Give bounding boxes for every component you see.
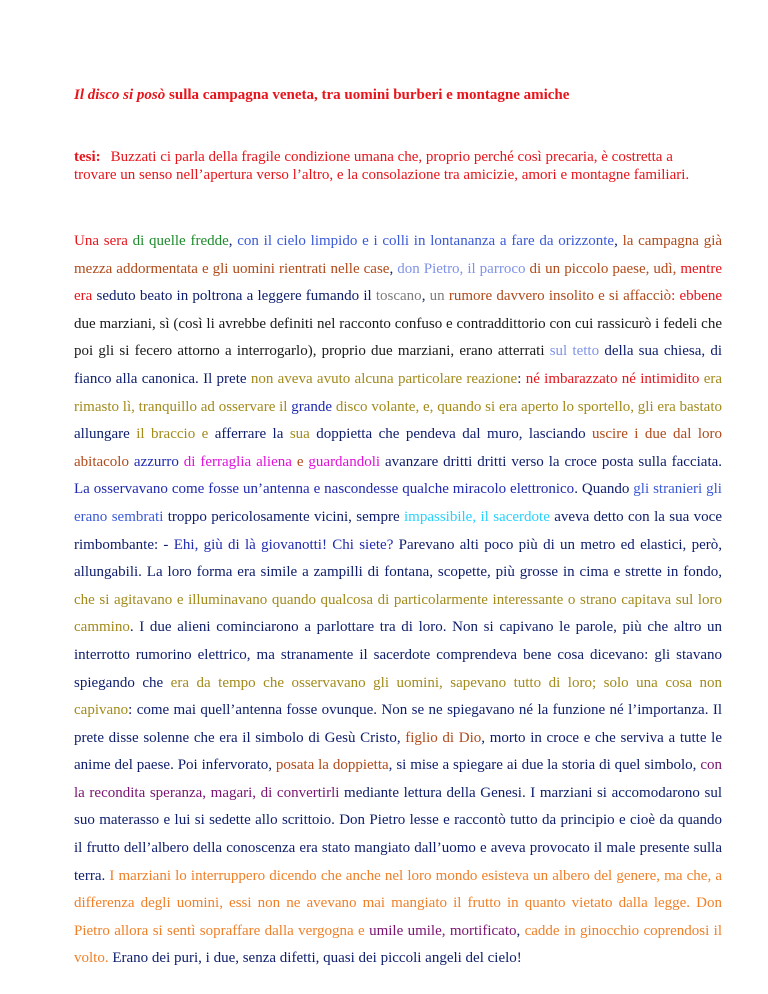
text-segment: era da tempo che osservavano gli uomini, sapevano tutto di loro; solo una cosa non capivano bbox=[74, 674, 722, 719]
title-rest: sulla campagna veneta, tra uomini burberi e montagne amiche bbox=[165, 87, 570, 103]
text-segment: che si agitavano e illuminavano quando qualcosa di particolarmente interessante o strano capitava sul loro cammino bbox=[74, 591, 722, 636]
text-segment: gli stranieri gli erano sembrati bbox=[74, 481, 722, 525]
body-paragraph bbox=[74, 228, 722, 973]
text-segment: . I due alieni cominciarono a parlottare tra di loro. Non si capivano le parole, più che altro un interrotto rumorino elettrico, ma stranamente il sacerdote comprendeva bene cosa dicevano: gli stavano spiegando che bbox=[74, 619, 722, 691]
text-segment: disco volante, e, quando si era aperto lo sportello, gli era bastato bbox=[332, 398, 723, 415]
text-segment: I marziani lo interruppero dicendo che anche nel loro mondo esisteva un albero del genere, ma che, a differenza degli uomini, essi non ne avevano mai mangiato il frutto in quanto vietato dalla legge. Don Pietro allora si sentì sopraffare dalla vergogna e bbox=[74, 867, 722, 939]
text-segment: , bbox=[421, 288, 430, 305]
text-segment: con la recondita speranza, magari, di convertirli bbox=[74, 757, 723, 801]
text-segment: né imbarazzato né intimidito bbox=[525, 370, 700, 387]
text-segment: mentre era bbox=[74, 260, 723, 305]
title-italic: Il disco si posò bbox=[74, 87, 166, 103]
text-segment: avanzare dritti dritti verso la croce posta sulla facciata. bbox=[380, 453, 723, 470]
text-segment: figlio di Dio bbox=[405, 729, 482, 746]
text-segment: doppietta che pendeva dal muro, lasciando bbox=[309, 426, 593, 443]
text-segment: Una sera bbox=[74, 233, 133, 249]
text-segment: , bbox=[614, 233, 623, 249]
text-segment: allungare bbox=[74, 426, 137, 443]
text-segment: La osservavano come fosse un’antenna e nascondesse qualche miracolo elettronico bbox=[74, 481, 575, 498]
text-segment: sul tetto bbox=[549, 343, 600, 360]
text-segment: umile umile, mortificato bbox=[369, 922, 517, 939]
text-segment: impassibile, il sacerdote bbox=[404, 508, 550, 525]
text-segment: . Quando bbox=[574, 481, 634, 498]
text-segment: cadde in ginocchio coprendosi il volto. bbox=[74, 922, 722, 967]
text-segment: afferrare la bbox=[214, 426, 290, 443]
text-segment: la campagna già mezza addormentata e gli uomini rientrati nelle case bbox=[74, 233, 723, 277]
text-segment: troppo pericolosamente vicini, sempre bbox=[163, 508, 405, 525]
text-segment: : bbox=[517, 370, 526, 387]
text-segment: : come mai quell’antenna fosse ovunque. Non se ne spiegavano né la funzione né l’importanza. Il prete disse solenne che era il simbolo di Gesù Cristo, bbox=[74, 702, 722, 746]
text-segment: era rimasto lì, tranquillo ad osservare il bbox=[74, 370, 723, 415]
text-segment: di ferraglia aliena bbox=[183, 453, 292, 470]
text-segment: due marziani, sì (così li avrebbe definiti nel racconto confuso e contraddittorio con cui rassicurò i fedeli che poi gli si fecero attorno a interrogarlo), proprio due marziani, erano atterrati bbox=[74, 315, 722, 360]
text-segment: , si mise a spiegare ai due la storia di quel simbolo, bbox=[388, 757, 701, 774]
text-segment: grande bbox=[291, 398, 333, 415]
text-segment: : ebbene bbox=[671, 288, 722, 305]
text-segment: Parevano alti poco più di un metro ed elastici, però, allungabili. La loro forma era simile a zampilli di fontana, scopette, più grosse in cima e strette in fondo, bbox=[74, 536, 722, 581]
text-segment: della sua chiesa, di fianco alla canonica. Il prete bbox=[74, 343, 723, 387]
text-segment: toscano bbox=[375, 288, 422, 305]
text-segment: non aveva avuto alcuna particolare reazione bbox=[250, 370, 518, 387]
text-segment: posata la doppietta bbox=[275, 757, 389, 774]
text-segment: uscire i due dal loro abitacolo bbox=[74, 426, 722, 470]
text-segment: di un piccolo paese, udì, bbox=[525, 260, 681, 277]
text-segment: mediante lettura della Genesi. I marziani si accomodarono sul suo materasso e lui si sedette allo scrittoio. Don Pietro lesse e raccontò tutto da principio e cioè da quando il frutto dell’albero della conoscenza era stato mangiato dall’uomo e aveva provocato il male presente sulla terra. bbox=[74, 784, 722, 884]
text-segment: sua bbox=[289, 426, 310, 443]
text-segment: , bbox=[516, 922, 525, 939]
text-segment: , bbox=[389, 260, 398, 277]
text-segment: il braccio e bbox=[136, 426, 215, 443]
text-segment: don Pietro, il parroco bbox=[397, 260, 526, 277]
text-segment: seduto beato in poltrona a leggere fumando il bbox=[92, 288, 376, 305]
text-segment: , morto in croce e che serviva a tutte le anime del paese. Poi infervorato, bbox=[74, 729, 722, 774]
text-segment: azzurro bbox=[133, 453, 179, 470]
text-segment: Ehi, giù di là giovanotti! Chi siete? bbox=[173, 536, 394, 553]
text-segment: aveva detto con la sua voce rimbombante: - bbox=[74, 508, 722, 553]
thesis-label: tesi: bbox=[74, 149, 101, 165]
document-title bbox=[74, 86, 714, 104]
text-segment: Erano dei puri, i due, senza difetti, quasi dei piccoli angeli del cielo! bbox=[108, 950, 522, 967]
text-segment: e bbox=[296, 453, 304, 470]
text-segment: , bbox=[228, 233, 238, 249]
text-segment: di quelle fredde bbox=[132, 233, 229, 249]
thesis-paragraph bbox=[74, 148, 714, 184]
text-segment: con il cielo limpido e i colli in lontananza a fare da orizzonte bbox=[237, 233, 615, 249]
text-segment: guardandoli bbox=[308, 453, 381, 470]
thesis-text: Buzzati ci parla della fragile condizione umana che, proprio perché così precaria, è costretta a trovare un senso nell’apertura verso l’altro, e la consolazione tra amicizie, amori e montagne familiari. bbox=[74, 149, 690, 183]
text-segment: un bbox=[429, 288, 449, 305]
text-segment: rumore davvero insolito e si affacciò bbox=[448, 288, 672, 305]
